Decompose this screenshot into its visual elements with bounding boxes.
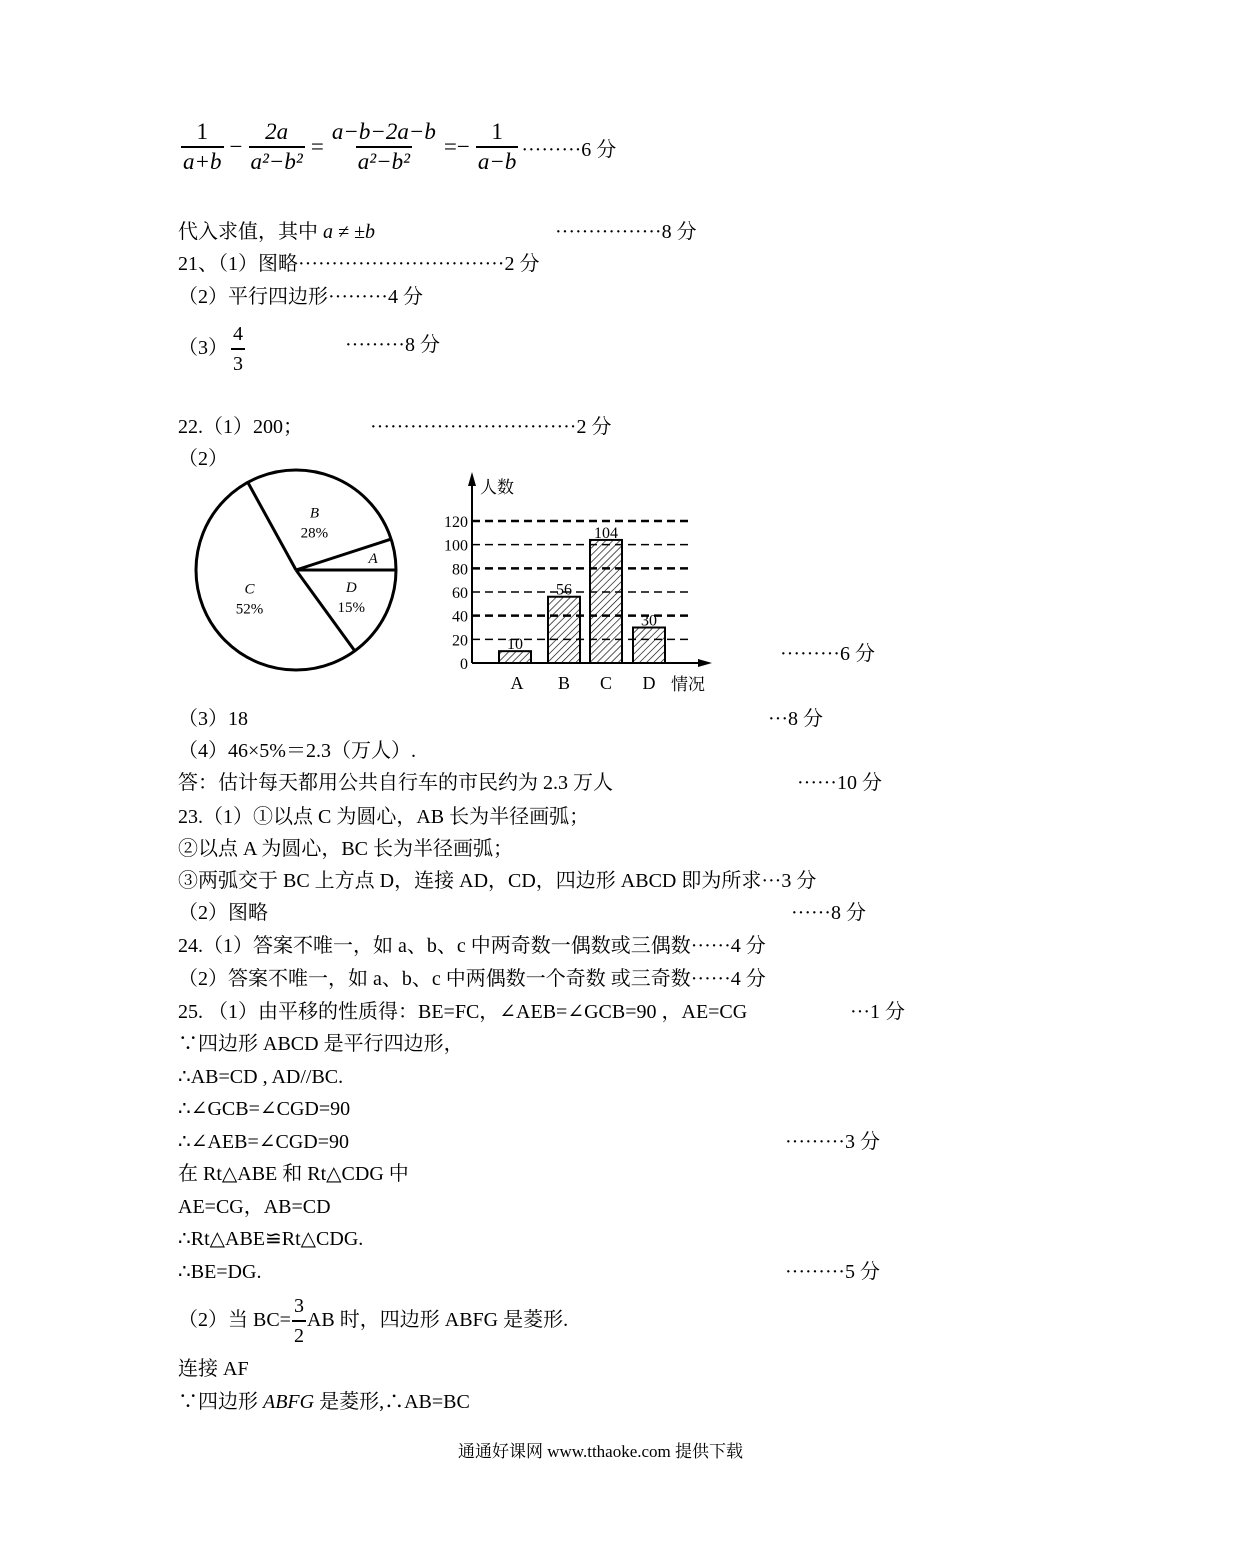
line-text: 在 Rt△ABE 和 Rt△CDG 中 <box>178 1163 409 1185</box>
line-text: 答：估计每天都用公共自行车的市民约为 2.3 万人 <box>178 772 613 794</box>
bar-chart <box>444 472 712 694</box>
score: ······10 分 <box>797 772 882 794</box>
operator: =− <box>443 134 470 159</box>
line-text: AB 时，四边形 ABFG 是菱形. <box>306 1309 569 1331</box>
fraction-1: $\frac{1}{a+b}$ <box>183 119 222 174</box>
bar-d <box>633 628 665 664</box>
line-text: ∴∠AEB=∠CGD=90 <box>178 1131 350 1153</box>
score: ·········5 分 <box>785 1261 880 1283</box>
charts <box>0 460 740 700</box>
pie-label-a: A <box>368 550 378 567</box>
score: ···8 分 <box>768 708 823 730</box>
y-tick-label: 100 <box>444 537 468 555</box>
answer-line <box>178 1129 349 1155</box>
answer-line <box>178 933 766 959</box>
x-axis-label: 情况 <box>671 675 705 694</box>
line-text: ∵四边形 <box>178 1391 263 1413</box>
score: ······4 分 <box>690 968 766 990</box>
x-tick-label: D <box>642 673 656 693</box>
line-text: （4）46×5%＝2.3（万人）. <box>178 740 416 762</box>
pie-label-c: C <box>244 581 255 598</box>
answer-line <box>178 1356 249 1382</box>
answer-line <box>178 999 747 1025</box>
bar-value-label: 56 <box>556 581 572 599</box>
pie-percent-c: 52% <box>235 601 264 618</box>
pie-slice-c-edge <box>248 482 296 570</box>
y-tick-label: 0 <box>460 656 468 673</box>
score: ·········4 分 <box>328 286 423 308</box>
answer-line <box>178 1096 350 1122</box>
line-text: ∴BE=DG. <box>178 1261 262 1283</box>
answer-line <box>178 1389 470 1415</box>
line-text: ②以点 A 为圆心，BC 长为半径画弧； <box>178 838 514 860</box>
line-text: （2）答案不唯一，如 a、b、c 中两偶数一个奇数 或三奇数 <box>178 968 691 990</box>
line-text: 代入求值，其中 <box>178 221 323 243</box>
answer-line <box>178 1226 363 1252</box>
answer-line <box>178 900 268 926</box>
x-tick-label: C <box>599 673 613 693</box>
y-axis-label: 人数 <box>480 478 514 497</box>
answer-line <box>178 1292 568 1348</box>
line-text: ∴∠GCB=∠CGD=90 <box>178 1098 351 1120</box>
line-text: 22.（1）200； <box>178 416 303 438</box>
y-tick-label: 20 <box>452 632 468 650</box>
line-text: （3） <box>178 337 228 359</box>
x-axis-arrow-icon <box>698 659 712 667</box>
score: ···1 分 <box>850 1001 905 1023</box>
answer-line <box>178 966 766 992</box>
score: ················8 分 <box>555 221 697 243</box>
answer-line <box>178 284 423 310</box>
pie-percent-b: 28% <box>300 525 329 542</box>
answer-line <box>178 836 513 862</box>
line-text: ∴Rt△ABE≌Rt△CDG. <box>178 1228 364 1250</box>
line-text: （2） <box>178 448 228 470</box>
score: ···3 分 <box>761 870 817 892</box>
operator: − <box>229 134 243 159</box>
x-tick-label: A <box>510 673 524 693</box>
y-tick-label: 40 <box>452 608 468 626</box>
fraction: $\frac{4}{3}$ <box>231 320 245 378</box>
score: ·······························2 分 <box>298 253 540 275</box>
x-tick-label: B <box>557 673 571 693</box>
answer-line <box>178 1194 331 1220</box>
footer-text: 通通好课网 www.tthaoke.com 提供下载 <box>458 1442 744 1461</box>
line-text: AE=CG，AB=CD <box>178 1196 331 1218</box>
line-text: ∴AB=CD , AD//BC. <box>178 1066 344 1088</box>
score: ·······························2 分 <box>370 416 612 438</box>
math-expr: ABFG <box>263 1391 315 1413</box>
operator: = <box>310 134 324 159</box>
pie-label-d: D <box>345 580 357 597</box>
pie-label-b: B <box>309 505 319 522</box>
line-text: （2）图略 <box>178 902 268 924</box>
score: ······8 分 <box>791 902 866 924</box>
y-tick-label: 60 <box>452 585 468 602</box>
answer-line <box>178 868 816 894</box>
line-text: 21、（1）图略 <box>178 253 298 275</box>
answer-line <box>178 1161 409 1187</box>
line-text: 24.（1）答案不唯一，如 a、b、c 中两奇数一偶数或三偶数 <box>178 935 691 957</box>
answer-line <box>178 320 248 376</box>
math-expr: a ≠ ±b <box>323 221 375 243</box>
answer-line <box>178 804 589 830</box>
line-text: （3）18 <box>178 708 248 730</box>
answer-line <box>178 738 416 764</box>
answer-line <box>178 1031 464 1057</box>
answer-line <box>178 1064 343 1090</box>
score: ·········6 分 <box>780 643 875 665</box>
line-text: ③两弧交于 BC 上方点 D，连接 AD，CD，四边形 ABCD 即为所求 <box>178 870 762 892</box>
line-text: ∵四边形 ABCD 是平行四边形， <box>178 1033 464 1055</box>
answer-line <box>178 219 375 245</box>
fraction-formula <box>178 118 616 176</box>
line-text: 是菱形,∴AB=BC <box>314 1391 470 1413</box>
bar-value-label: 30 <box>641 612 657 630</box>
y-axis-arrow-icon <box>468 472 476 486</box>
score: ······4 分 <box>690 935 766 957</box>
fraction-3: $\frac{a-b-2a-b}{\text{a²−b²}}$ <box>331 119 436 174</box>
bar-b <box>548 597 580 663</box>
score: ·········3 分 <box>785 1131 880 1153</box>
bar-c <box>590 540 622 663</box>
line-text: 连接 AF <box>178 1358 249 1380</box>
y-tick-label: 80 <box>452 561 468 579</box>
line-text: （2）平行四边形 <box>178 286 328 308</box>
fraction-2: $\frac{2a}{\text{a²−b²}}$ <box>250 119 303 174</box>
bar-value-label: 10 <box>507 636 523 654</box>
line-text: 23.（1）①以点 C 为圆心，AB 长为半径画弧； <box>178 806 590 828</box>
line-text: 25. （1）由平移的性质得：BE=FC，∠AEB=∠GCB=90 ，AE=CG <box>178 1001 748 1023</box>
pie-percent-d: 15% <box>337 600 365 617</box>
score: ·········8 分 <box>345 334 440 356</box>
answer-line <box>178 706 248 732</box>
y-tick-label: 120 <box>444 514 468 531</box>
answer-line <box>178 1259 261 1285</box>
answer-line <box>178 770 613 796</box>
fraction-4: $\frac{1}{a-b}$ <box>477 119 517 174</box>
line-text: （2）当 BC= <box>178 1309 291 1331</box>
pie-chart <box>196 470 396 670</box>
answer-line <box>178 414 303 440</box>
answer-line <box>178 251 539 277</box>
fraction: $\frac{3}{2}$ <box>292 1292 306 1350</box>
bar-value-label: 104 <box>594 524 618 542</box>
score: ·········6 分 <box>521 138 617 161</box>
